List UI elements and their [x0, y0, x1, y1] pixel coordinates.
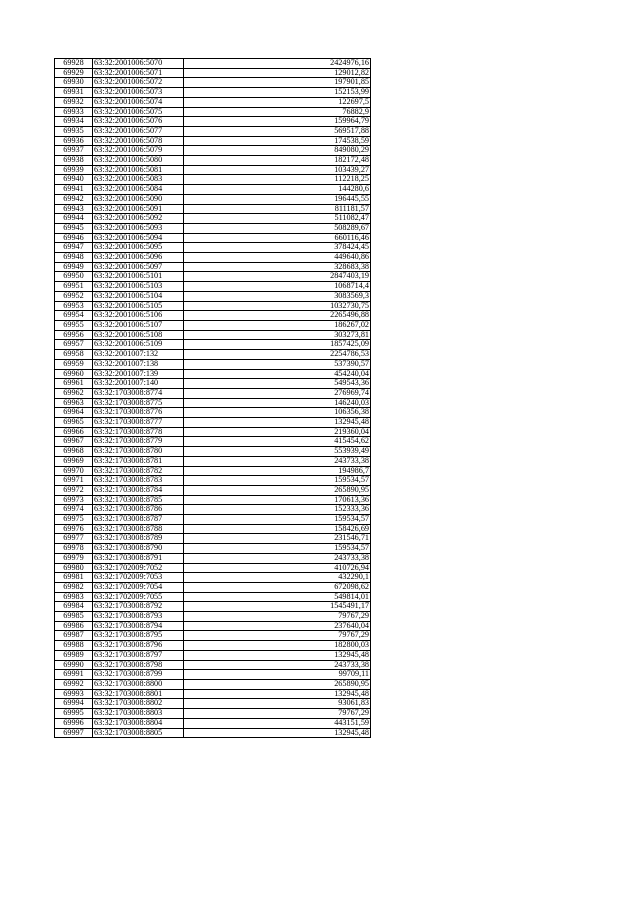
cadastral-number-cell: 63:32:2001006:5079 [93, 146, 184, 156]
cadastral-value-cell: 378424,45 [184, 243, 371, 253]
cadastral-number-cell: 63:32:1703008:8796 [93, 641, 184, 651]
row-number-cell: 69942 [55, 194, 93, 204]
cadastral-number-cell: 63:32:2001006:5091 [93, 204, 184, 214]
cadastral-value-cell: 174538,59 [184, 136, 371, 146]
table-row [55, 398, 371, 408]
table-row [55, 427, 371, 437]
table-row [55, 680, 371, 690]
cadastral-value-cell: 449640,86 [184, 253, 371, 263]
table-row [55, 88, 371, 98]
row-number-cell: 69984 [55, 602, 93, 612]
table-row [55, 631, 371, 641]
table-row [55, 194, 371, 204]
row-number-cell: 69976 [55, 524, 93, 534]
table-row [55, 495, 371, 505]
cadastral-number-cell: 63:32:1703008:8799 [93, 670, 184, 680]
row-number-cell: 69960 [55, 369, 93, 379]
cadastral-value-cell: 79767,29 [184, 709, 371, 719]
table-row [55, 282, 371, 292]
cadastral-value-cell: 410726,94 [184, 563, 371, 573]
row-number-cell: 69963 [55, 398, 93, 408]
cadastral-number-cell: 63:32:1703008:8775 [93, 398, 184, 408]
row-number-cell: 69989 [55, 650, 93, 660]
cadastral-number-cell: 63:32:1702009:7052 [93, 563, 184, 573]
cadastral-number-cell: 63:32:1703008:8782 [93, 466, 184, 476]
cadastral-number-cell: 63:32:1703008:8804 [93, 718, 184, 728]
row-number-cell: 69954 [55, 311, 93, 321]
cadastral-value-cell: 152333,36 [184, 505, 371, 515]
cadastral-value-cell: 243733,38 [184, 660, 371, 670]
table-row [55, 340, 371, 350]
row-number-cell: 69950 [55, 272, 93, 282]
cadastral-value-cell: 197901,85 [184, 78, 371, 88]
cadastral-number-cell: 63:32:1703008:8789 [93, 534, 184, 544]
cadastral-number-cell: 63:32:2001006:5109 [93, 340, 184, 350]
row-number-cell: 69945 [55, 223, 93, 233]
table-row [55, 204, 371, 214]
cadastral-number-cell: 63:32:1703008:8776 [93, 408, 184, 418]
table-row [55, 456, 371, 466]
cadastral-number-cell: 63:32:2001006:5107 [93, 320, 184, 330]
cadastral-value-cell: 159964,79 [184, 117, 371, 127]
row-number-cell: 69943 [55, 204, 93, 214]
cadastral-value-cell: 103439,27 [184, 165, 371, 175]
table-row [55, 136, 371, 146]
row-number-cell: 69937 [55, 146, 93, 156]
cadastral-value-cell: 93061,83 [184, 699, 371, 709]
table-row [55, 728, 371, 738]
row-number-cell: 69956 [55, 330, 93, 340]
row-number-cell: 69994 [55, 699, 93, 709]
cadastral-number-cell: 63:32:2001006:5072 [93, 78, 184, 88]
table-row [55, 447, 371, 457]
row-number-cell: 69979 [55, 553, 93, 563]
cadastral-value-cell: 243733,38 [184, 456, 371, 466]
cadastral-value-cell: 146240,03 [184, 398, 371, 408]
cadastral-value-cell: 79767,29 [184, 631, 371, 641]
row-number-cell: 69949 [55, 262, 93, 272]
table-row [55, 68, 371, 78]
cadastral-number-cell: 63:32:2001006:5101 [93, 272, 184, 282]
cadastral-number-cell: 63:32:2001006:5074 [93, 97, 184, 107]
table-row [55, 466, 371, 476]
cadastral-number-cell: 63:32:1703008:8780 [93, 447, 184, 457]
cadastral-value-cell: 243733,38 [184, 553, 371, 563]
table-row [55, 553, 371, 563]
row-number-cell: 69930 [55, 78, 93, 88]
cadastral-value-cell: 112218,25 [184, 175, 371, 185]
cadastral-value-cell: 2265496,88 [184, 311, 371, 321]
cadastral-number-cell: 63:32:2001006:5097 [93, 262, 184, 272]
cadastral-number-cell: 63:32:2001006:5106 [93, 311, 184, 321]
cadastral-value-cell: 132945,48 [184, 418, 371, 428]
table-row [55, 485, 371, 495]
cadastral-number-cell: 63:32:2001006:5095 [93, 243, 184, 253]
row-number-cell: 69982 [55, 582, 93, 592]
cadastral-value-cell: 219360,04 [184, 427, 371, 437]
cadastral-number-cell: 63:32:1702009:7055 [93, 592, 184, 602]
cadastral-value-cell: 549543,36 [184, 379, 371, 389]
table-row [55, 563, 371, 573]
cadastral-value-cell: 660116,46 [184, 233, 371, 243]
cadastral-value-cell: 2847403,19 [184, 272, 371, 282]
cadastral-value-cell: 553939,49 [184, 447, 371, 457]
cadastral-value-cell: 129012,82 [184, 68, 371, 78]
row-number-cell: 69948 [55, 253, 93, 263]
cadastral-value-cell: 549814,01 [184, 592, 371, 602]
cadastral-number-cell: 63:32:2001006:5077 [93, 126, 184, 136]
row-number-cell: 69985 [55, 612, 93, 622]
table-row [55, 612, 371, 622]
cadastral-value-cell: 443151,59 [184, 718, 371, 728]
row-number-cell: 69933 [55, 107, 93, 117]
cadastral-value-cell: 569517,88 [184, 126, 371, 136]
table-row [55, 330, 371, 340]
row-number-cell: 69968 [55, 447, 93, 457]
table-row [55, 214, 371, 224]
cadastral-number-cell: 63:32:1703008:8788 [93, 524, 184, 534]
row-number-cell: 69969 [55, 456, 93, 466]
table-row [55, 592, 371, 602]
row-number-cell: 69931 [55, 88, 93, 98]
table-row [55, 524, 371, 534]
cadastral-value-cell: 432290,1 [184, 573, 371, 583]
table-row [55, 689, 371, 699]
cadastral-value-cell: 159534,57 [184, 515, 371, 525]
cadastral-number-cell: 63:32:2001006:5071 [93, 68, 184, 78]
cadastral-number-cell: 63:32:1703008:8779 [93, 437, 184, 447]
table-row [55, 175, 371, 185]
cadastral-number-cell: 63:32:2001006:5083 [93, 175, 184, 185]
row-number-cell: 69966 [55, 427, 93, 437]
table-row [55, 408, 371, 418]
cadastral-number-cell: 63:32:2001006:5075 [93, 107, 184, 117]
cadastral-value-cell: 265890,95 [184, 485, 371, 495]
row-number-cell: 69975 [55, 515, 93, 525]
cadastral-value-cell: 1857425,09 [184, 340, 371, 350]
cadastral-number-cell: 63:32:1703008:8801 [93, 689, 184, 699]
cadastral-value-cell: 132945,48 [184, 689, 371, 699]
cadastral-value-cell: 265890,95 [184, 680, 371, 690]
row-number-cell: 69964 [55, 408, 93, 418]
table-row [55, 621, 371, 631]
row-number-cell: 69932 [55, 97, 93, 107]
cadastral-number-cell: 63:32:1703008:8795 [93, 631, 184, 641]
row-number-cell: 69946 [55, 233, 93, 243]
table-row [55, 670, 371, 680]
cadastral-value-cell: 3083569,3 [184, 291, 371, 301]
row-number-cell: 69983 [55, 592, 93, 602]
cadastral-number-cell: 63:32:1703008:8787 [93, 515, 184, 525]
row-number-cell: 69967 [55, 437, 93, 447]
row-number-cell: 69957 [55, 340, 93, 350]
table-row [55, 505, 371, 515]
table-row [55, 301, 371, 311]
row-number-cell: 69951 [55, 282, 93, 292]
cadastral-number-cell: 63:32:1703008:8778 [93, 427, 184, 437]
table-row [55, 223, 371, 233]
cadastral-number-cell: 63:32:2001006:5093 [93, 223, 184, 233]
row-number-cell: 69965 [55, 418, 93, 428]
row-number-cell: 69970 [55, 466, 93, 476]
cadastral-value-cell: 276969,74 [184, 388, 371, 398]
cadastral-value-cell: 182172,48 [184, 156, 371, 166]
cadastral-value-cell: 1545491,17 [184, 602, 371, 612]
table-row [55, 272, 371, 282]
table-row [55, 534, 371, 544]
row-number-cell: 69928 [55, 59, 93, 69]
row-number-cell: 69972 [55, 485, 93, 495]
row-number-cell: 69987 [55, 631, 93, 641]
row-number-cell: 69977 [55, 534, 93, 544]
cadastral-number-cell: 63:32:2001006:5096 [93, 253, 184, 263]
row-number-cell: 69953 [55, 301, 93, 311]
row-number-cell: 69962 [55, 388, 93, 398]
cadastral-number-cell: 63:32:1703008:8803 [93, 709, 184, 719]
table-row [55, 515, 371, 525]
cadastral-number-cell: 63:32:2001006:5080 [93, 156, 184, 166]
cadastral-number-cell: 63:32:1703008:8794 [93, 621, 184, 631]
row-number-cell: 69980 [55, 563, 93, 573]
row-number-cell: 69934 [55, 117, 93, 127]
cadastral-number-cell: 63:32:1703008:8800 [93, 680, 184, 690]
cadastral-number-cell: 63:32:1703008:8781 [93, 456, 184, 466]
table-row [55, 165, 371, 175]
row-number-cell: 69958 [55, 350, 93, 360]
table-row [55, 359, 371, 369]
table-row [55, 650, 371, 660]
cadastral-value-cell: 122697,5 [184, 97, 371, 107]
cadastral-value-cell: 76882,9 [184, 107, 371, 117]
cadastral-value-cell: 196445,55 [184, 194, 371, 204]
cadastral-number-cell: 63:32:2001007:132 [93, 350, 184, 360]
cadastral-value-cell: 182800,03 [184, 641, 371, 651]
row-number-cell: 69973 [55, 495, 93, 505]
table-row [55, 107, 371, 117]
cadastral-number-cell: 63:32:2001006:5081 [93, 165, 184, 175]
table-row [55, 582, 371, 592]
row-number-cell: 69941 [55, 185, 93, 195]
row-number-cell: 69996 [55, 718, 93, 728]
table-row [55, 126, 371, 136]
cadastral-number-cell: 63:32:1703008:8797 [93, 650, 184, 660]
row-number-cell: 69938 [55, 156, 93, 166]
table-row [55, 709, 371, 719]
cadastral-number-cell: 63:32:1703008:8783 [93, 476, 184, 486]
table-row [55, 573, 371, 583]
table-row [55, 233, 371, 243]
cadastral-number-cell: 63:32:2001006:5103 [93, 282, 184, 292]
table-row [55, 602, 371, 612]
cadastral-value-cell: 99709,11 [184, 670, 371, 680]
cadastral-number-cell: 63:32:1703008:8786 [93, 505, 184, 515]
cadastral-value-cell: 170613,36 [184, 495, 371, 505]
cadastral-number-cell: 63:32:1703008:8792 [93, 602, 184, 612]
cadastral-number-cell: 63:32:1703008:8785 [93, 495, 184, 505]
row-number-cell: 69936 [55, 136, 93, 146]
row-number-cell: 69990 [55, 660, 93, 670]
cadastral-value-cell: 303273,81 [184, 330, 371, 340]
table-row [55, 156, 371, 166]
row-number-cell: 69974 [55, 505, 93, 515]
row-number-cell: 69959 [55, 359, 93, 369]
table-row [55, 291, 371, 301]
table-row [55, 243, 371, 253]
cadastral-value-cell: 152153,99 [184, 88, 371, 98]
cadastral-number-cell: 63:32:2001006:5104 [93, 291, 184, 301]
cadastral-value-cell: 849080,29 [184, 146, 371, 156]
row-number-cell: 69995 [55, 709, 93, 719]
cadastral-value-cell: 454240,04 [184, 369, 371, 379]
row-number-cell: 69992 [55, 680, 93, 690]
row-number-cell: 69971 [55, 476, 93, 486]
cadastral-value-table [54, 58, 371, 738]
cadastral-number-cell: 63:32:2001006:5076 [93, 117, 184, 127]
cadastral-number-cell: 63:32:1703008:8777 [93, 418, 184, 428]
cadastral-number-cell: 63:32:1703008:8802 [93, 699, 184, 709]
table-row [55, 379, 371, 389]
cadastral-value-cell: 1032730,75 [184, 301, 371, 311]
cadastral-number-cell: 63:32:2001006:5073 [93, 88, 184, 98]
table-row [55, 146, 371, 156]
table-row [55, 185, 371, 195]
row-number-cell: 69952 [55, 291, 93, 301]
cadastral-value-cell: 106356,38 [184, 408, 371, 418]
row-number-cell: 69997 [55, 728, 93, 738]
cadastral-value-cell: 811181,57 [184, 204, 371, 214]
table-row [55, 262, 371, 272]
table-row [55, 311, 371, 321]
table-row [55, 641, 371, 651]
cadastral-number-cell: 63:32:1703008:8798 [93, 660, 184, 670]
cadastral-value-cell: 1068714,4 [184, 282, 371, 292]
cadastral-number-cell: 63:32:2001007:138 [93, 359, 184, 369]
cadastral-value-cell: 2424976,16 [184, 59, 371, 69]
table-row [55, 117, 371, 127]
cadastral-value-cell: 415454,62 [184, 437, 371, 447]
cadastral-value-cell: 231546,71 [184, 534, 371, 544]
row-number-cell: 69981 [55, 573, 93, 583]
table-row [55, 350, 371, 360]
table-row [55, 97, 371, 107]
cadastral-value-cell: 132945,48 [184, 728, 371, 738]
cadastral-value-cell: 2254786,53 [184, 350, 371, 360]
cadastral-number-cell: 63:32:1703008:8793 [93, 612, 184, 622]
cadastral-number-cell: 63:32:2001006:5090 [93, 194, 184, 204]
cadastral-number-cell: 63:32:2001006:5094 [93, 233, 184, 243]
cadastral-number-cell: 63:32:1702009:7053 [93, 573, 184, 583]
table-row [55, 253, 371, 263]
cadastral-number-cell: 63:32:1703008:8784 [93, 485, 184, 495]
cadastral-number-cell: 63:32:1703008:8791 [93, 553, 184, 563]
cadastral-number-cell: 63:32:2001006:5092 [93, 214, 184, 224]
row-number-cell: 69988 [55, 641, 93, 651]
row-number-cell: 69935 [55, 126, 93, 136]
table-row [55, 476, 371, 486]
table-row [55, 418, 371, 428]
cadastral-number-cell: 63:32:1702009:7054 [93, 582, 184, 592]
cadastral-value-cell: 511082,47 [184, 214, 371, 224]
cadastral-number-cell: 63:32:1703008:8790 [93, 544, 184, 554]
cadastral-number-cell: 63:32:2001007:140 [93, 379, 184, 389]
table-row [55, 437, 371, 447]
table-body [55, 59, 371, 738]
table-row [55, 388, 371, 398]
row-number-cell: 69939 [55, 165, 93, 175]
row-number-cell: 69955 [55, 320, 93, 330]
table-row [55, 718, 371, 728]
cadastral-value-cell: 237640,04 [184, 621, 371, 631]
cadastral-value-cell: 508289,67 [184, 223, 371, 233]
row-number-cell: 69940 [55, 175, 93, 185]
table-row [55, 544, 371, 554]
cadastral-number-cell: 63:32:1703008:8805 [93, 728, 184, 738]
cadastral-value-cell: 159534,57 [184, 544, 371, 554]
cadastral-number-cell: 63:32:2001006:5078 [93, 136, 184, 146]
cadastral-number-cell: 63:32:2001006:5105 [93, 301, 184, 311]
table-row [55, 660, 371, 670]
row-number-cell: 69947 [55, 243, 93, 253]
cadastral-value-cell: 158426,69 [184, 524, 371, 534]
row-number-cell: 69944 [55, 214, 93, 224]
cadastral-number-cell: 63:32:2001006:5084 [93, 185, 184, 195]
cadastral-value-cell: 194986,7 [184, 466, 371, 476]
cadastral-number-cell: 63:32:1703008:8774 [93, 388, 184, 398]
cadastral-value-cell: 79767,29 [184, 612, 371, 622]
row-number-cell: 69978 [55, 544, 93, 554]
cadastral-value-cell: 132945,48 [184, 650, 371, 660]
cadastral-value-cell: 672098,62 [184, 582, 371, 592]
cadastral-value-cell: 537390,57 [184, 359, 371, 369]
table-row [55, 78, 371, 88]
cadastral-value-cell: 144280,6 [184, 185, 371, 195]
row-number-cell: 69993 [55, 689, 93, 699]
table-row [55, 59, 371, 69]
row-number-cell: 69991 [55, 670, 93, 680]
row-number-cell: 69986 [55, 621, 93, 631]
table-row [55, 699, 371, 709]
table-row [55, 320, 371, 330]
cadastral-value-cell: 328683,38 [184, 262, 371, 272]
table-row [55, 369, 371, 379]
cadastral-number-cell: 63:32:2001006:5070 [93, 59, 184, 69]
row-number-cell: 69929 [55, 68, 93, 78]
cadastral-number-cell: 63:32:2001007:139 [93, 369, 184, 379]
cadastral-number-cell: 63:32:2001006:5108 [93, 330, 184, 340]
row-number-cell: 69961 [55, 379, 93, 389]
cadastral-value-cell: 159534,57 [184, 476, 371, 486]
cadastral-value-cell: 186267,02 [184, 320, 371, 330]
